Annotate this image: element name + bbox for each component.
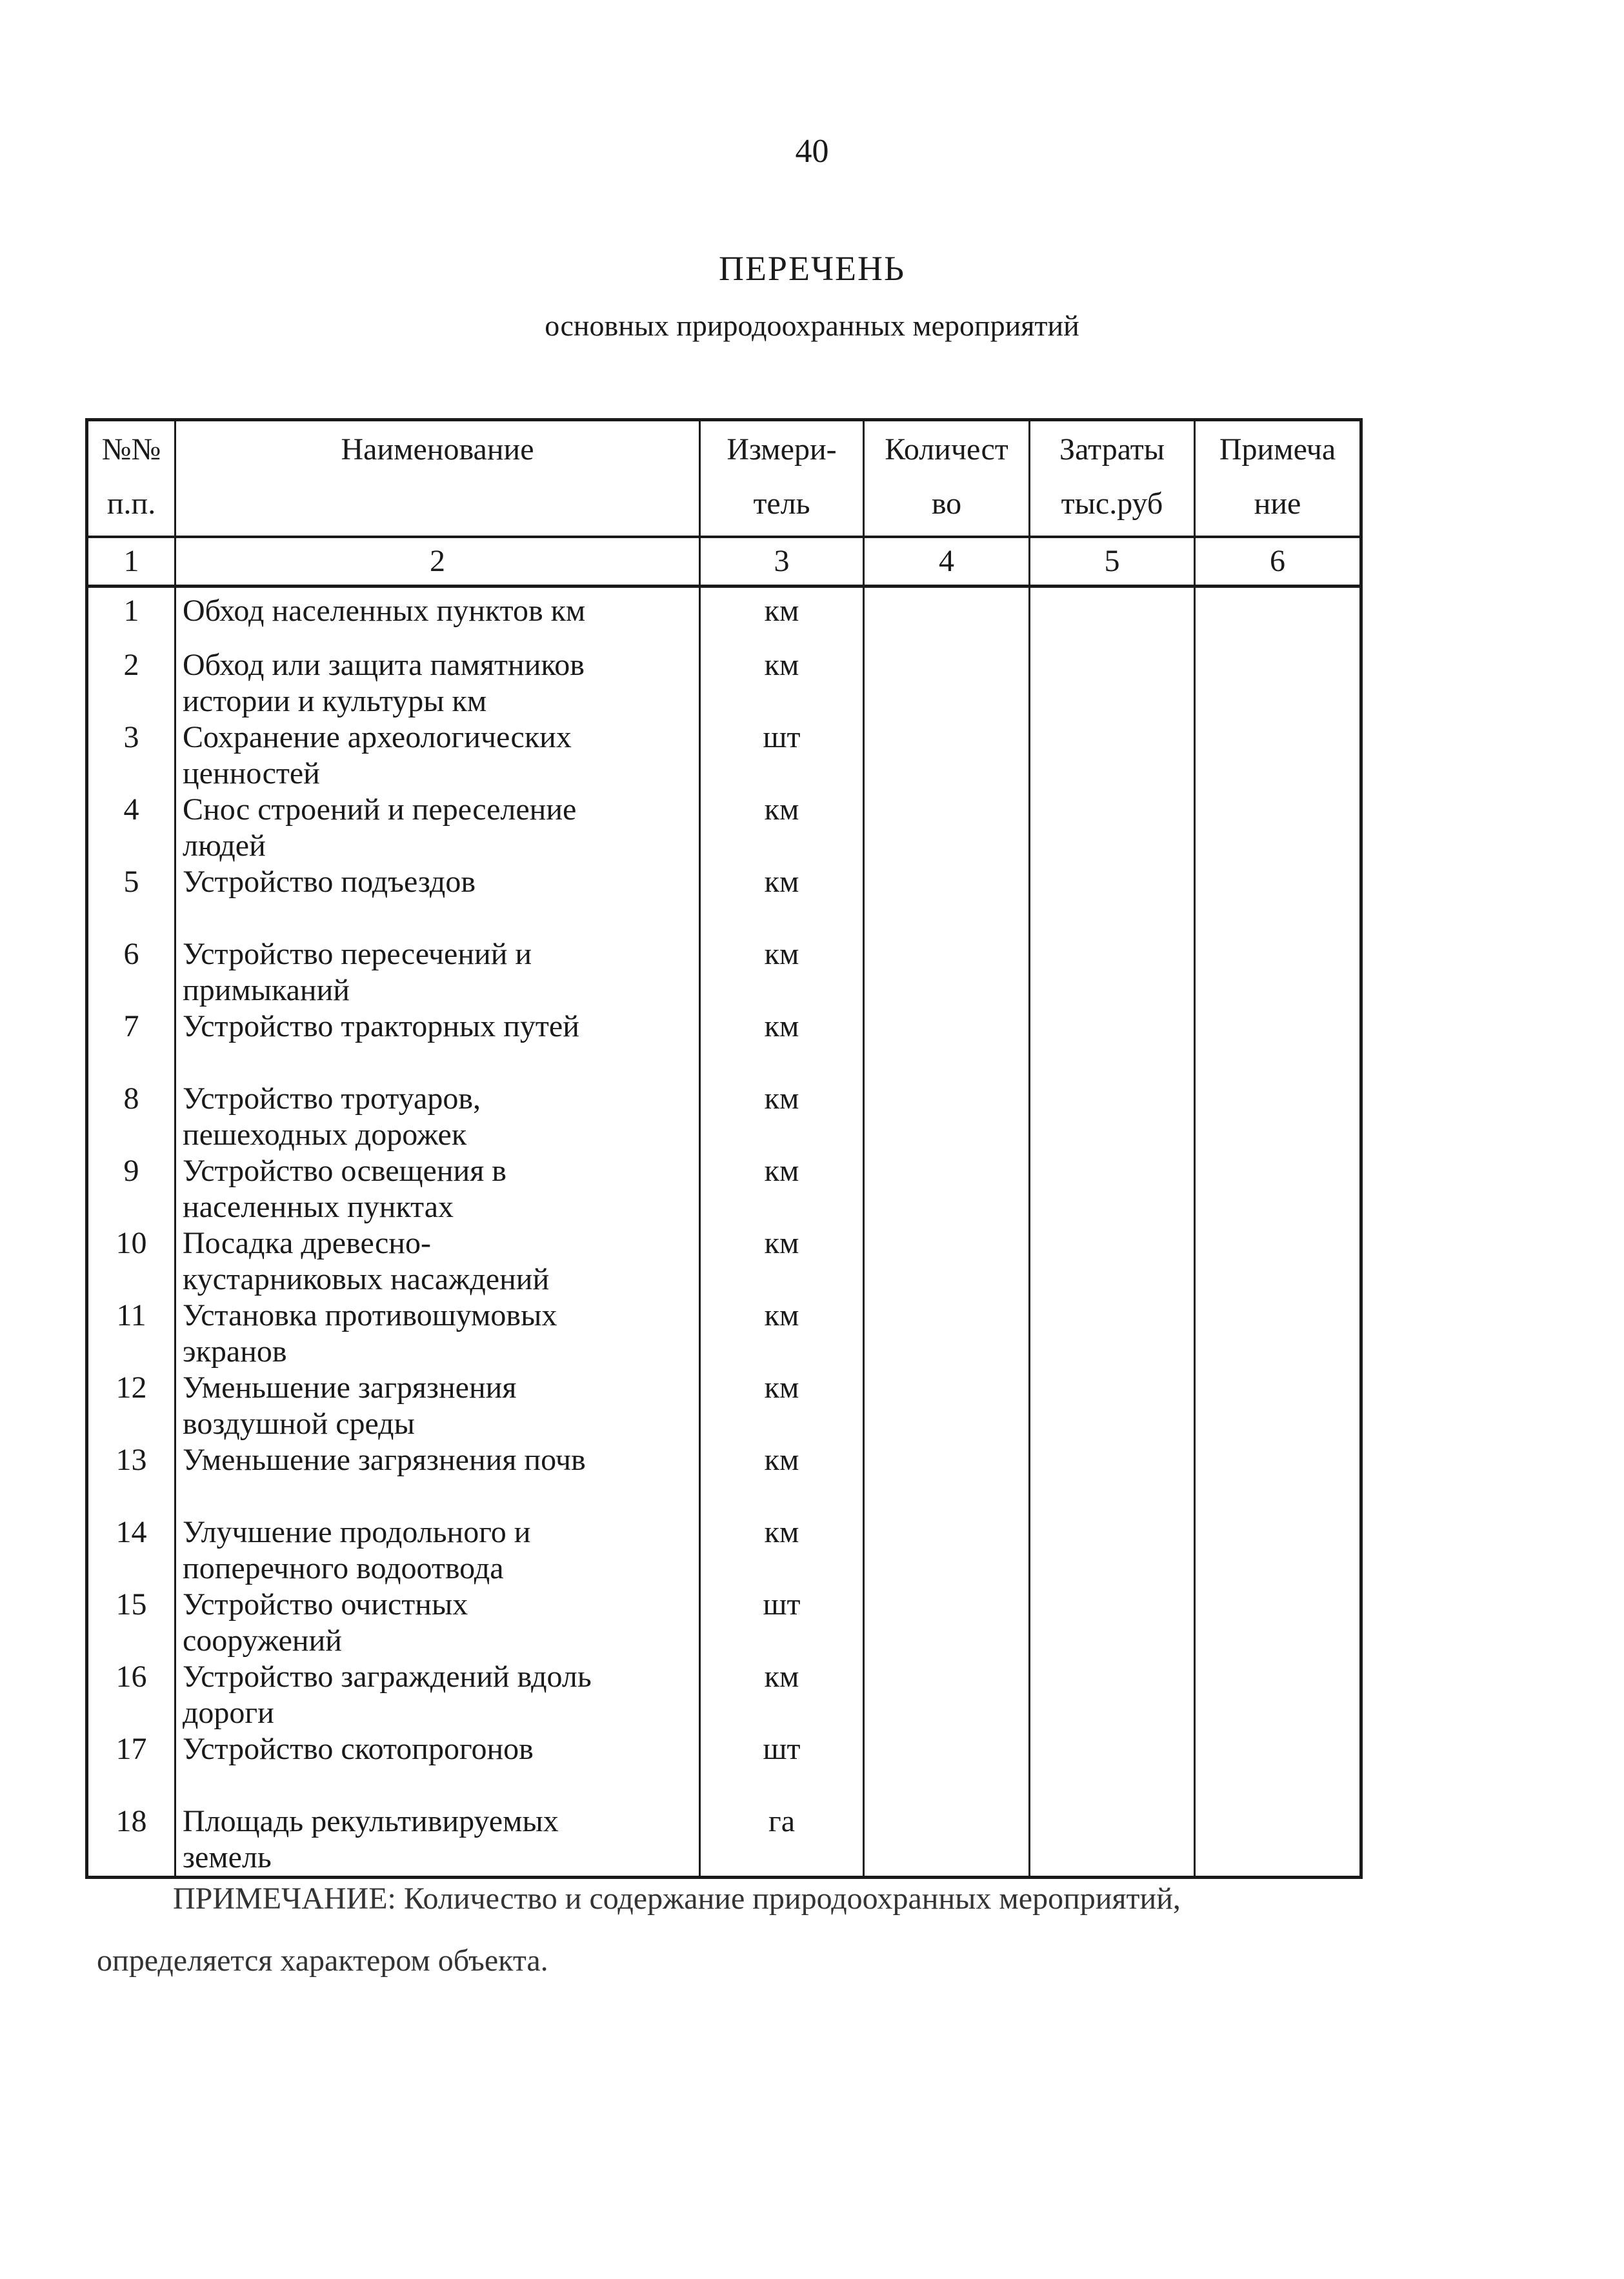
column-number: 1 (87, 537, 175, 587)
row-number (87, 587, 175, 648)
row-unit (700, 1659, 864, 1731)
row-unit-text: км (764, 1154, 799, 1188)
table-row (87, 1803, 1361, 1878)
header-quantity-line2: во (931, 487, 962, 521)
row-unit (700, 1009, 864, 1081)
row-name (175, 719, 700, 792)
row-cost (1030, 1009, 1195, 1081)
row-number-text: 8 (123, 1081, 139, 1116)
row-name (175, 1009, 700, 1081)
row-number-text: 12 (115, 1370, 147, 1405)
row-number-text: 1 (123, 594, 139, 628)
row-unit-text: км (764, 1443, 799, 1477)
row-number-text: 2 (123, 648, 139, 682)
header-name-line1: Наименование (341, 432, 534, 467)
document-title: ПЕРЕЧЕНЬ (718, 249, 906, 288)
row-number (87, 1442, 175, 1514)
row-number (87, 1659, 175, 1731)
row-unit (700, 647, 864, 719)
row-name (175, 1081, 700, 1153)
row-unit (700, 864, 864, 936)
row-name-text: сооружений (183, 1623, 342, 1658)
table-row (87, 1298, 1361, 1370)
row-unit (700, 1803, 864, 1878)
row-remark (1195, 587, 1361, 648)
page-number: 40 (795, 133, 829, 170)
row-unit (700, 719, 864, 792)
row-remark (1195, 1659, 1361, 1731)
row-unit-text: га (768, 1804, 795, 1838)
row-unit (700, 1514, 864, 1587)
row-remark (1195, 1153, 1361, 1225)
row-remark (1195, 1009, 1361, 1081)
row-number-text: 5 (123, 865, 139, 899)
row-number (87, 1587, 175, 1659)
row-name-text: Установка противошумовых (183, 1298, 557, 1332)
column-number-row (87, 537, 1361, 587)
column-number: 5 (1030, 537, 1195, 587)
footnote-line2: определяется характером объекта. (97, 1943, 548, 1978)
row-number (87, 1514, 175, 1587)
table-row (87, 936, 1361, 1009)
row-name-text: пешеходных дорожек (183, 1118, 467, 1152)
row-number-text: 14 (115, 1515, 147, 1549)
table-row (87, 864, 1361, 936)
row-cost (1030, 1659, 1195, 1731)
row-unit-text: шт (763, 1732, 801, 1766)
header-note-line2: ние (1254, 487, 1301, 521)
row-remark (1195, 1514, 1361, 1587)
row-name (175, 1514, 700, 1587)
row-quantity (864, 647, 1030, 719)
row-number-text: 10 (115, 1226, 147, 1260)
row-name (175, 1370, 700, 1442)
row-number (87, 1803, 175, 1878)
row-name-text: Обход населенных пунктов км (183, 594, 586, 628)
row-unit-text: км (764, 792, 799, 827)
row-name-text: экранов (183, 1334, 287, 1369)
row-remark (1195, 1298, 1361, 1370)
row-number-text: 15 (115, 1587, 147, 1621)
table-row (87, 1731, 1361, 1803)
row-name (175, 647, 700, 719)
row-name-text: Сохранение археологических (183, 720, 572, 754)
row-name-text: дороги (183, 1696, 274, 1730)
table-body (87, 587, 1361, 1878)
row-name-text: Устройство заграждений вдоль (183, 1660, 592, 1694)
row-cost (1030, 1298, 1195, 1370)
header-note-line1: Примеча (1219, 432, 1336, 467)
row-unit-text: км (764, 1515, 799, 1549)
row-name (175, 1731, 700, 1803)
row-name (175, 1442, 700, 1514)
row-unit-text: км (764, 937, 799, 971)
row-name-text: Устройство освещения в (183, 1154, 506, 1188)
row-quantity (864, 864, 1030, 936)
table-row (87, 1009, 1361, 1081)
measures-table (85, 418, 1363, 1879)
row-number (87, 647, 175, 719)
row-remark (1195, 1370, 1361, 1442)
row-name-text: людей (183, 828, 266, 863)
row-name-text: Устройство тротуаров, (183, 1081, 481, 1116)
row-number-text: 6 (123, 937, 139, 971)
document-subtitle: основных природоохранных мероприятий (545, 309, 1079, 342)
row-unit (700, 792, 864, 864)
header-name (175, 420, 700, 537)
row-unit (700, 1153, 864, 1225)
row-remark (1195, 1225, 1361, 1298)
header-cost (1030, 420, 1195, 537)
row-unit-text: км (764, 594, 799, 628)
row-number-text: 4 (123, 792, 139, 827)
header-number-line2: п.п. (106, 487, 156, 521)
row-name-text: Устройство очистных (183, 1587, 468, 1621)
row-remark (1195, 1442, 1361, 1514)
row-number-text: 9 (123, 1154, 139, 1188)
row-unit-text: км (764, 1081, 799, 1116)
row-number (87, 1225, 175, 1298)
row-name (175, 1803, 700, 1878)
row-name-text: поперечного водоотвода (183, 1551, 504, 1585)
row-quantity (864, 1370, 1030, 1442)
row-name-text: Обход или защита памятников (183, 648, 585, 682)
header-note (1195, 420, 1361, 537)
table-row (87, 587, 1361, 648)
row-unit-text: км (764, 1226, 799, 1260)
row-unit (700, 1081, 864, 1153)
column-number: 3 (700, 537, 864, 587)
row-remark (1195, 792, 1361, 864)
table-row (87, 719, 1361, 792)
row-name-text: Устройство пересечений и (183, 937, 532, 971)
row-name-text: Снос строений и переселение (183, 792, 577, 827)
row-quantity (864, 587, 1030, 648)
row-unit-text: шт (763, 720, 801, 754)
row-cost (1030, 719, 1195, 792)
row-number (87, 1298, 175, 1370)
row-cost (1030, 1442, 1195, 1514)
row-number (87, 864, 175, 936)
row-name-text: воздушной среды (183, 1407, 415, 1441)
row-name-text: кустарниковых насаждений (183, 1262, 550, 1296)
row-name-text: Устройство скотопрогонов (183, 1732, 534, 1766)
row-unit-text: км (764, 648, 799, 682)
row-number (87, 719, 175, 792)
row-name (175, 1225, 700, 1298)
row-remark (1195, 1731, 1361, 1803)
row-name-text: Уменьшение загрязнения (183, 1370, 517, 1405)
row-number-text: 18 (115, 1804, 147, 1838)
row-cost (1030, 936, 1195, 1009)
table-row (87, 1659, 1361, 1731)
row-name-text: ценностей (183, 756, 320, 790)
row-quantity (864, 1659, 1030, 1731)
table-row (87, 647, 1361, 719)
row-remark (1195, 1803, 1361, 1878)
row-unit (700, 1370, 864, 1442)
row-remark (1195, 719, 1361, 792)
row-name (175, 587, 700, 648)
row-cost (1030, 587, 1195, 648)
row-number-text: 3 (123, 720, 139, 754)
row-quantity (864, 1442, 1030, 1514)
row-remark (1195, 864, 1361, 936)
row-name-text: Площадь рекультивируемых (183, 1804, 559, 1838)
row-cost (1030, 792, 1195, 864)
row-name-text: Уменьшение загрязнения почв (183, 1443, 586, 1477)
row-name-text: истории и культуры км (183, 684, 487, 718)
row-unit-text: км (764, 865, 799, 899)
row-unit-text: км (764, 1009, 799, 1043)
header-cost-line2: тыс.руб (1061, 487, 1163, 521)
row-name-text: Посадка древесно- (183, 1226, 431, 1260)
row-name (175, 1659, 700, 1731)
header-quantity-line1: Количест (885, 432, 1008, 467)
row-name-text: Устройство подъездов (183, 865, 476, 899)
row-quantity (864, 1009, 1030, 1081)
row-unit (700, 587, 864, 648)
row-name-text: земель (183, 1840, 272, 1874)
row-quantity (864, 1731, 1030, 1803)
header-quantity (864, 420, 1030, 537)
row-remark (1195, 647, 1361, 719)
row-number (87, 1370, 175, 1442)
row-cost (1030, 1731, 1195, 1803)
row-number (87, 1153, 175, 1225)
header-number-line1: №№ (101, 432, 161, 467)
row-number-text: 11 (116, 1298, 146, 1332)
row-unit-text: км (764, 1660, 799, 1694)
column-number: 4 (864, 537, 1030, 587)
row-unit (700, 936, 864, 1009)
header-unit-line1: Измери- (727, 432, 837, 467)
row-quantity (864, 1803, 1030, 1878)
row-name-text: Устройство тракторных путей (183, 1009, 579, 1043)
row-cost (1030, 1153, 1195, 1225)
row-name (175, 936, 700, 1009)
row-cost (1030, 1803, 1195, 1878)
row-unit-text: км (764, 1298, 799, 1332)
row-quantity (864, 1298, 1030, 1370)
footnote-line1: ПРИМЕЧАНИЕ: Количество и содержание природоохранных мероприятий, (173, 1882, 1181, 1916)
row-unit (700, 1298, 864, 1370)
row-remark (1195, 1081, 1361, 1153)
row-number (87, 1081, 175, 1153)
table-row (87, 1587, 1361, 1659)
row-remark (1195, 1587, 1361, 1659)
row-cost (1030, 647, 1195, 719)
table-header-row (87, 420, 1361, 537)
row-cost (1030, 1225, 1195, 1298)
table-row (87, 792, 1361, 864)
row-unit (700, 1225, 864, 1298)
row-name-text: примыканий (183, 973, 350, 1007)
row-number (87, 792, 175, 864)
header-unit-line2: тель (753, 487, 810, 521)
row-quantity (864, 1225, 1030, 1298)
row-quantity (864, 1153, 1030, 1225)
header-number (87, 420, 175, 537)
row-number-text: 13 (115, 1443, 147, 1477)
row-quantity (864, 936, 1030, 1009)
header-unit (700, 420, 864, 537)
row-unit (700, 1731, 864, 1803)
row-unit-text: шт (763, 1587, 801, 1621)
row-unit (700, 1442, 864, 1514)
table-row (87, 1514, 1361, 1587)
row-number-text: 17 (115, 1732, 147, 1766)
row-cost (1030, 864, 1195, 936)
row-name-text: Улучшение продольного и (183, 1515, 531, 1549)
table-row (87, 1442, 1361, 1514)
table-row (87, 1153, 1361, 1225)
column-number: 6 (1195, 537, 1361, 587)
header-cost-line1: Затраты (1059, 432, 1165, 467)
column-number: 2 (175, 537, 700, 587)
row-quantity (864, 792, 1030, 864)
row-unit (700, 1587, 864, 1659)
row-number (87, 1731, 175, 1803)
row-number (87, 1009, 175, 1081)
row-cost (1030, 1081, 1195, 1153)
row-remark (1195, 936, 1361, 1009)
row-quantity (864, 1514, 1030, 1587)
row-quantity (864, 719, 1030, 792)
row-cost (1030, 1514, 1195, 1587)
footnote (97, 1868, 1373, 1992)
table-row (87, 1081, 1361, 1153)
row-cost (1030, 1587, 1195, 1659)
row-name (175, 792, 700, 864)
row-name (175, 1587, 700, 1659)
row-number-text: 16 (115, 1660, 147, 1694)
row-quantity (864, 1587, 1030, 1659)
row-unit-text: км (764, 1370, 799, 1405)
table-row (87, 1370, 1361, 1442)
row-number (87, 936, 175, 1009)
row-name (175, 1298, 700, 1370)
row-name (175, 864, 700, 936)
row-name-text: населенных пунктах (183, 1190, 454, 1224)
table-row (87, 1225, 1361, 1298)
row-quantity (864, 1081, 1030, 1153)
row-cost (1030, 1370, 1195, 1442)
row-number-text: 7 (123, 1009, 139, 1043)
row-name (175, 1153, 700, 1225)
